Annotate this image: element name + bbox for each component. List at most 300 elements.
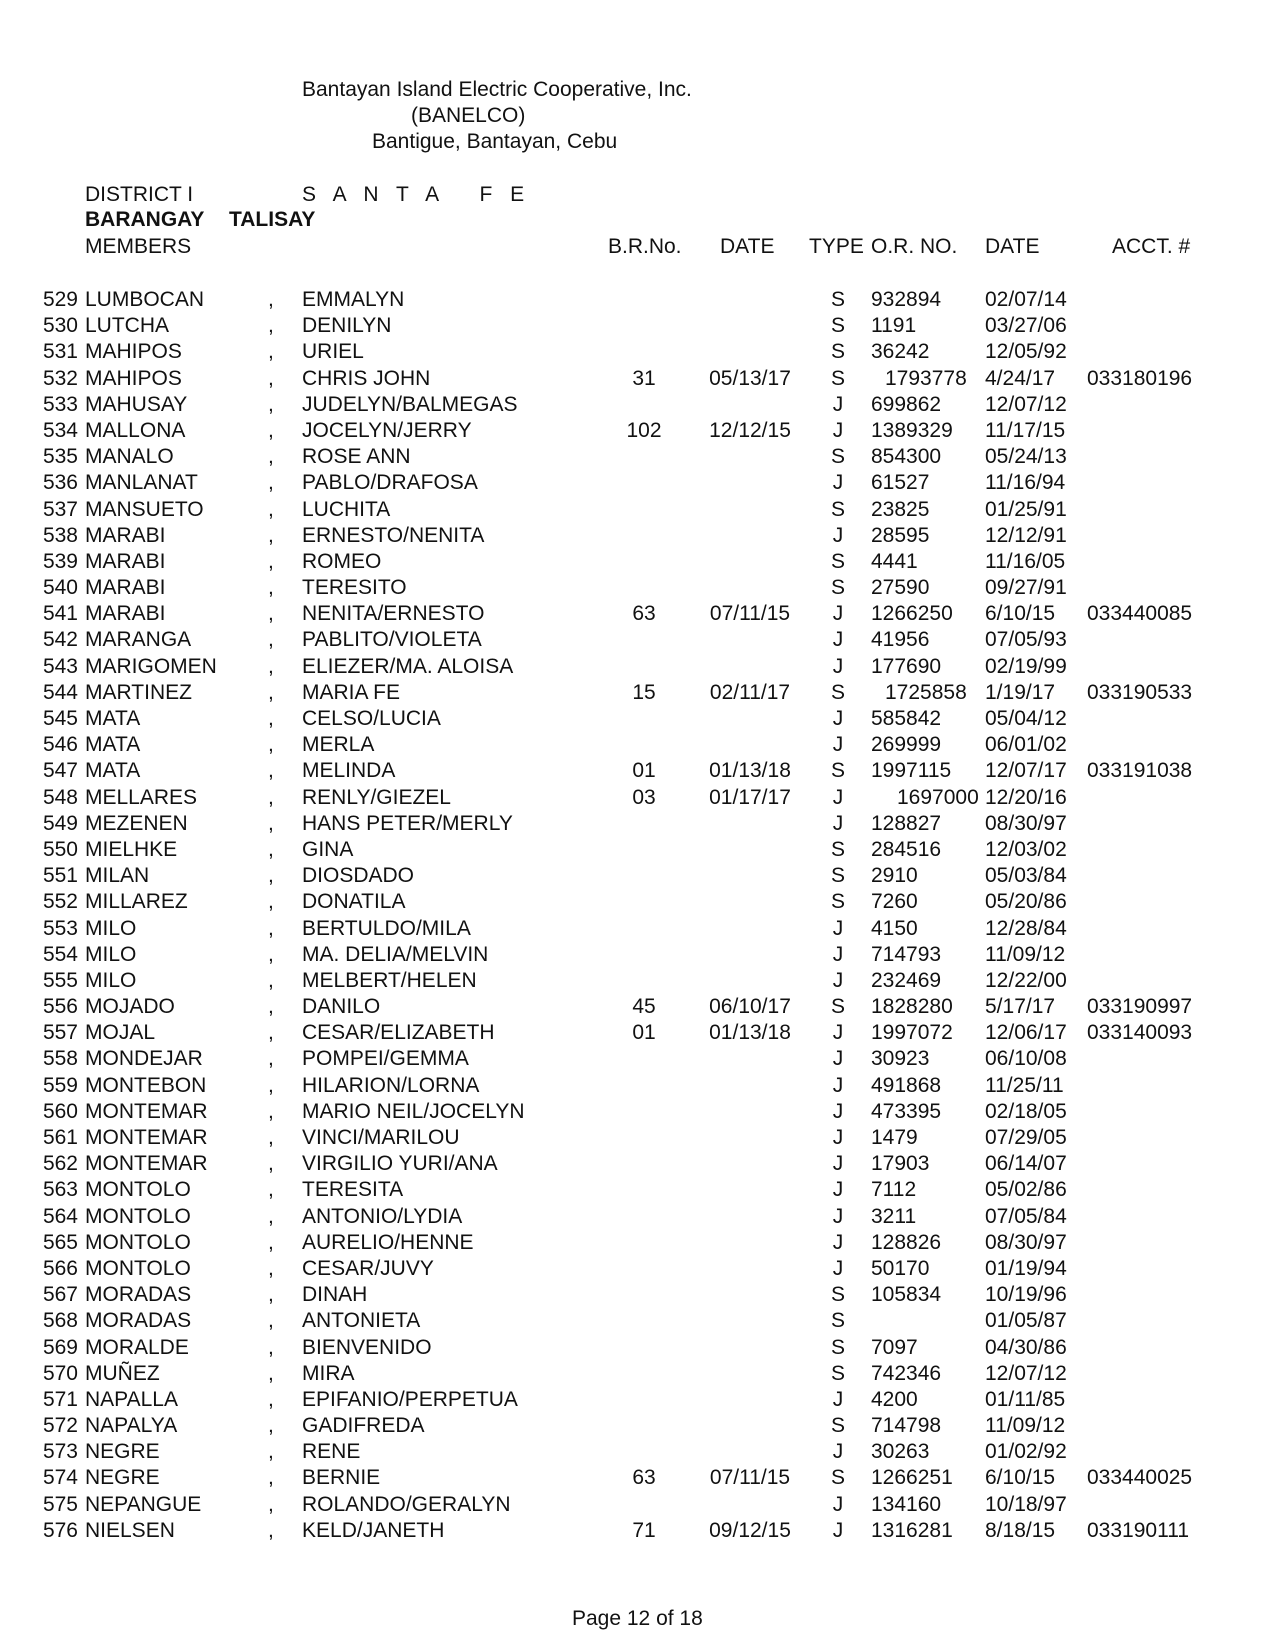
type-cell: S [830,549,845,573]
type-cell: J [832,654,844,678]
or-no-cell: 7112 [871,1178,917,1202]
or-date-cell: 07/05/84 [985,1204,1067,1228]
member-last-name: MATA [85,733,141,757]
type-cell: J [832,1099,844,1123]
or-date-cell: 08/30/97 [985,1230,1067,1254]
table-row [0,942,1275,968]
or-date-cell: 11/25/11 [985,1073,1064,1097]
type-cell: J [832,1230,844,1254]
or-date-cell: 06/10/08 [985,1047,1067,1071]
member-first-name: GINA [302,837,354,861]
table-row [0,339,1275,365]
table-row [0,1204,1275,1230]
type-cell: J [832,1492,844,1516]
type-cell: J [832,1387,844,1411]
name-separator: , [268,733,274,757]
name-separator: , [268,366,274,390]
member-first-name: DIOSDADO [302,864,415,888]
member-last-name: MONTOLO [85,1230,191,1254]
acct-cell: 033440025 [1087,1466,1193,1490]
or-date-cell: 02/07/14 [985,288,1067,311]
district-value: S A N T A F E [302,183,531,206]
name-separator: , [268,1414,274,1438]
member-last-name: NEPANGUE [85,1492,202,1516]
row-number: 533 [42,392,78,416]
member-first-name: TERESITA [302,1178,404,1202]
type-cell: S [830,1414,845,1438]
row-number: 557 [42,1021,78,1045]
or-no-cell: 1793778 [885,366,967,390]
row-number: 563 [42,1178,78,1202]
table-row [0,758,1275,784]
name-separator: , [268,497,274,521]
member-last-name: MONTOLO [85,1256,191,1280]
type-cell: J [832,707,844,730]
or-no-cell: 714798 [871,1414,942,1438]
table-row [0,418,1275,444]
column-header-br-no: B.R.No. [608,235,682,258]
type-cell: J [832,418,844,442]
acct-cell: 033191038 [1087,759,1193,783]
member-first-name: RENE [302,1440,361,1464]
name-separator: , [268,1256,274,1280]
member-last-name: MONDEJAR [85,1047,203,1071]
member-first-name: CHRIS JOHN [302,366,431,390]
member-last-name: MANSUETO [85,497,204,521]
name-separator: , [268,1073,274,1097]
br-no-cell: 71 [632,1518,656,1542]
or-date-cell: 10/19/96 [985,1283,1067,1307]
or-date-cell: 02/18/05 [985,1099,1067,1123]
name-separator: , [268,1518,274,1542]
column-header-or-no: O.R. NO. [871,235,958,258]
or-date-cell: 01/05/87 [985,1309,1067,1333]
member-first-name: POMPEI/GEMMA [302,1047,469,1071]
or-no-cell: 30923 [871,1047,930,1071]
or-date-cell: 06/14/07 [985,1152,1067,1176]
name-separator: , [268,916,274,940]
acct-cell: 033190111 [1087,1518,1189,1542]
type-cell: J [832,968,844,992]
table-row [0,497,1275,523]
row-number: 532 [42,366,78,390]
or-date-cell: 11/17/15 [985,418,1066,442]
or-date-cell: 05/24/13 [985,445,1067,469]
member-first-name: AURELIO/HENNE [302,1230,474,1254]
name-separator: , [268,1126,274,1149]
row-number: 540 [42,576,78,600]
or-date-cell: 07/29/05 [985,1126,1067,1149]
member-last-name: MARABI [85,549,166,573]
org-address: Bantigue, Bantayan, Cebu [372,130,618,153]
member-last-name: MOJAL [85,1021,156,1045]
district-label: DISTRICT I [85,183,194,206]
row-number: 537 [42,497,78,521]
or-date-cell: 07/05/93 [985,628,1067,652]
or-no-cell: 1266251 [871,1466,953,1490]
br-date-cell: 01/17/17 [709,785,791,809]
type-cell: J [832,1440,844,1464]
or-date-cell: 12/22/00 [985,968,1067,992]
member-last-name: NIELSEN [85,1518,175,1542]
or-date-cell: 11/16/94 [985,471,1066,495]
table-row [0,1413,1275,1439]
member-last-name: LUMBOCAN [85,288,205,311]
type-cell: S [830,1309,845,1333]
member-first-name: PABLITO/VIOLETA [302,628,482,652]
name-separator: , [268,1466,274,1490]
name-separator: , [268,864,274,888]
member-last-name: MELLARES [85,785,198,809]
type-cell: S [830,1335,845,1359]
row-number: 574 [42,1466,78,1490]
member-first-name: JOCELYN/JERRY [302,418,472,442]
or-no-cell: 1316281 [871,1518,953,1542]
or-date-cell: 6/10/15 [985,1466,1056,1490]
member-first-name: MERLA [302,733,375,757]
br-date-cell: 01/13/18 [709,759,791,783]
type-cell: S [830,1283,845,1307]
table-row [0,968,1275,994]
member-last-name: MILO [85,916,137,940]
table-row [0,1492,1275,1518]
member-last-name: MOJADO [85,995,175,1019]
table-row [0,811,1275,837]
or-date-cell: 8/18/15 [985,1518,1056,1542]
table-row [0,366,1275,392]
member-last-name: MAHIPOS [85,340,182,364]
member-last-name: MONTEMAR [85,1099,208,1123]
type-cell: S [830,340,845,364]
member-first-name: ROMEO [302,549,382,573]
type-cell: S [830,366,845,390]
name-separator: , [268,471,274,495]
row-number: 529 [42,288,78,311]
or-date-cell: 12/06/17 [985,1021,1067,1045]
member-first-name: MA. DELIA/MELVIN [302,942,489,966]
member-first-name: BERTULDO/MILA [302,916,471,940]
type-cell: S [830,497,845,521]
member-last-name: MILLAREZ [85,890,188,914]
member-last-name: MILAN [85,864,150,888]
member-last-name: MARTINEZ [85,680,192,704]
table-row [0,994,1275,1020]
row-number: 536 [42,471,78,495]
or-no-cell: 1191 [871,314,917,338]
name-separator: , [268,549,274,573]
or-no-cell: 4150 [871,916,918,940]
or-date-cell: 12/28/84 [985,916,1067,940]
member-first-name: PABLO/DRAFOSA [302,471,478,495]
type-cell: S [830,680,845,704]
member-first-name: ROSE ANN [302,445,411,469]
type-cell: J [832,1518,844,1542]
name-separator: , [268,288,274,311]
row-number: 542 [42,628,78,652]
or-no-cell: 714793 [871,942,942,966]
table-row [0,313,1275,339]
table-row [0,287,1275,313]
type-cell: S [830,890,845,914]
br-no-cell: 45 [632,995,656,1019]
name-separator: , [268,968,274,992]
or-no-cell: 4441 [871,549,918,573]
barangay-value: TALISAY [229,208,316,231]
or-no-cell: 23825 [871,497,930,521]
or-date-cell: 01/11/85 [985,1387,1066,1411]
br-no-cell: 63 [632,602,656,626]
member-last-name: MONTOLO [85,1204,191,1228]
member-last-name: MONTOLO [85,1178,191,1202]
or-no-cell: 1997072 [871,1021,953,1045]
member-first-name: URIEL [302,340,364,364]
row-number: 571 [42,1387,78,1411]
row-number: 572 [42,1414,78,1438]
or-no-cell: 742346 [871,1361,942,1385]
row-number: 555 [42,968,78,992]
member-first-name: GADIFREDA [302,1414,425,1438]
name-separator: , [268,1309,274,1333]
table-row [0,627,1275,653]
or-date-cell: 12/07/12 [985,1361,1067,1385]
name-separator: , [268,1021,274,1045]
column-header-or-date: DATE [985,235,1040,258]
page-number: Page 12 of 18 [572,1607,703,1630]
br-no-cell: 63 [632,1466,656,1490]
row-number: 547 [42,759,78,783]
or-no-cell: 128826 [871,1230,942,1254]
or-date-cell: 05/03/84 [985,864,1067,888]
name-separator: , [268,1387,274,1411]
table-row [0,1465,1275,1491]
type-cell: J [832,785,844,809]
member-last-name: MARABI [85,523,166,547]
row-number: 567 [42,1283,78,1307]
row-number: 556 [42,995,78,1019]
row-number: 541 [42,602,78,626]
or-no-cell: 7260 [871,890,918,914]
member-first-name: KELD/JANETH [302,1518,445,1542]
or-no-cell: 50170 [871,1256,930,1280]
or-no-cell: 61527 [871,471,930,495]
table-row [0,601,1275,627]
type-cell: S [830,995,845,1019]
row-number: 548 [42,785,78,809]
or-date-cell: 12/05/92 [985,340,1067,364]
or-no-cell: 177690 [871,654,942,678]
type-cell: J [832,1204,844,1228]
table-row [0,837,1275,863]
table-row [0,1151,1275,1177]
member-last-name: MARABI [85,602,166,626]
member-first-name: RENLY/GIEZEL [302,785,451,809]
type-cell: J [832,942,844,966]
table-row [0,916,1275,942]
type-cell: S [830,445,845,469]
row-number: 543 [42,654,78,678]
br-date-cell: 06/10/17 [709,995,791,1019]
column-header-date: DATE [720,235,775,258]
table-row [0,1439,1275,1465]
member-last-name: MATA [85,707,141,730]
or-date-cell: 01/19/94 [985,1256,1067,1280]
member-last-name: MUÑEZ [85,1361,160,1385]
acct-cell: 033190533 [1087,680,1193,704]
or-date-cell: 09/27/91 [985,576,1067,600]
table-row [0,1125,1275,1151]
or-no-cell: 30263 [871,1440,930,1464]
table-row [0,1046,1275,1072]
table-row [0,785,1275,811]
table-row [0,1020,1275,1046]
member-first-name: CESAR/ELIZABETH [302,1021,495,1045]
type-cell: J [832,1073,844,1097]
row-number: 559 [42,1073,78,1097]
member-last-name: MARABI [85,576,166,600]
row-number: 570 [42,1361,78,1385]
name-separator: , [268,1204,274,1228]
br-no-cell: 15 [632,680,656,704]
or-date-cell: 06/01/02 [985,733,1067,757]
row-number: 565 [42,1230,78,1254]
or-date-cell: 05/04/12 [985,707,1067,730]
name-separator: , [268,1440,274,1464]
type-cell: J [832,733,844,757]
row-number: 554 [42,942,78,966]
member-first-name: TERESITO [302,576,407,600]
row-number: 534 [42,418,78,442]
table-row [0,392,1275,418]
or-no-cell: 134160 [871,1492,942,1516]
or-date-cell: 10/18/97 [985,1492,1067,1516]
member-last-name: LUTCHA [85,314,170,338]
member-last-name: MARIGOMEN [85,654,217,678]
name-separator: , [268,1492,274,1516]
row-number: 539 [42,549,78,573]
or-no-cell: 585842 [871,707,942,730]
name-separator: , [268,995,274,1019]
name-separator: , [268,1361,274,1385]
or-no-cell: 232469 [871,968,942,992]
or-no-cell: 105834 [871,1283,942,1307]
row-number: 535 [42,445,78,469]
org-abbrev: (BANELCO) [411,104,526,127]
or-date-cell: 04/30/86 [985,1335,1067,1359]
member-first-name: ANTONIO/LYDIA [302,1204,463,1228]
row-number: 549 [42,811,78,835]
br-no-cell: 01 [632,1021,656,1045]
name-separator: , [268,890,274,914]
row-number: 546 [42,733,78,757]
member-first-name: HANS PETER/MERLY [302,811,513,835]
row-number: 575 [42,1492,78,1516]
table-row [0,654,1275,680]
name-separator: , [268,1178,274,1202]
row-number: 562 [42,1152,78,1176]
column-header-type: TYPE [809,235,864,258]
type-cell: J [832,471,844,495]
member-first-name: HILARION/LORNA [302,1073,480,1097]
row-number: 569 [42,1335,78,1359]
br-date-cell: 07/11/15 [709,1466,791,1490]
row-number: 576 [42,1518,78,1542]
row-number: 531 [42,340,78,364]
member-last-name: MAHUSAY [85,392,188,416]
name-separator: , [268,759,274,783]
table-row [0,1256,1275,1282]
or-no-cell: 17903 [871,1152,930,1176]
or-date-cell: 03/27/06 [985,314,1067,338]
name-separator: , [268,628,274,652]
member-first-name: DANILO [302,995,381,1019]
column-header-acct: ACCT. # [1112,235,1191,258]
type-cell: J [832,392,844,416]
or-date-cell: 05/20/86 [985,890,1067,914]
or-date-cell: 1/19/17 [985,680,1056,704]
type-cell: J [832,1256,844,1280]
member-first-name: NENITA/ERNESTO [302,602,485,626]
br-no-cell: 01 [632,759,656,783]
name-separator: , [268,1047,274,1071]
table-row [0,1230,1275,1256]
member-last-name: NEGRE [85,1466,160,1490]
or-date-cell: 02/19/99 [985,654,1067,678]
name-separator: , [268,314,274,338]
name-separator: , [268,837,274,861]
br-date-cell: 07/11/15 [709,602,791,626]
or-date-cell: 12/20/16 [985,785,1067,809]
or-no-cell: 1479 [871,1126,918,1149]
name-separator: , [268,1283,274,1307]
row-number: 550 [42,837,78,861]
br-date-cell: 09/12/15 [709,1518,791,1542]
member-first-name: MELINDA [302,759,396,783]
or-no-cell: 1697000 [897,785,979,809]
member-first-name: BERNIE [302,1466,381,1490]
name-separator: , [268,1099,274,1123]
member-first-name: ERNESTO/NENITA [302,523,485,547]
name-separator: , [268,523,274,547]
or-no-cell: 2910 [871,864,918,888]
member-first-name: BIENVENIDO [302,1335,432,1359]
or-date-cell: 5/17/17 [985,995,1056,1019]
member-last-name: MAHIPOS [85,366,182,390]
table-row [0,470,1275,496]
or-no-cell: 28595 [871,523,930,547]
type-cell: J [832,811,844,835]
or-date-cell: 12/07/12 [985,392,1067,416]
table-row [0,1387,1275,1413]
or-no-cell: 128827 [871,811,942,835]
table-row [0,732,1275,758]
member-first-name: DINAH [302,1283,368,1307]
or-no-cell: 1389329 [871,418,953,442]
member-last-name: MARANGA [85,628,192,652]
name-separator: , [268,1230,274,1254]
member-first-name: ELIEZER/MA. ALOISA [302,654,514,678]
row-number: 553 [42,916,78,940]
row-number: 552 [42,890,78,914]
row-number: 544 [42,680,78,704]
or-no-cell: 1266250 [871,602,953,626]
type-cell: J [832,1021,844,1045]
member-first-name: MELBERT/HELEN [302,968,477,992]
member-first-name: CELSO/LUCIA [302,707,441,730]
row-number: 566 [42,1256,78,1280]
member-first-name: ANTONIETA [302,1309,421,1333]
row-number: 560 [42,1099,78,1123]
or-date-cell: 01/25/91 [985,497,1067,521]
